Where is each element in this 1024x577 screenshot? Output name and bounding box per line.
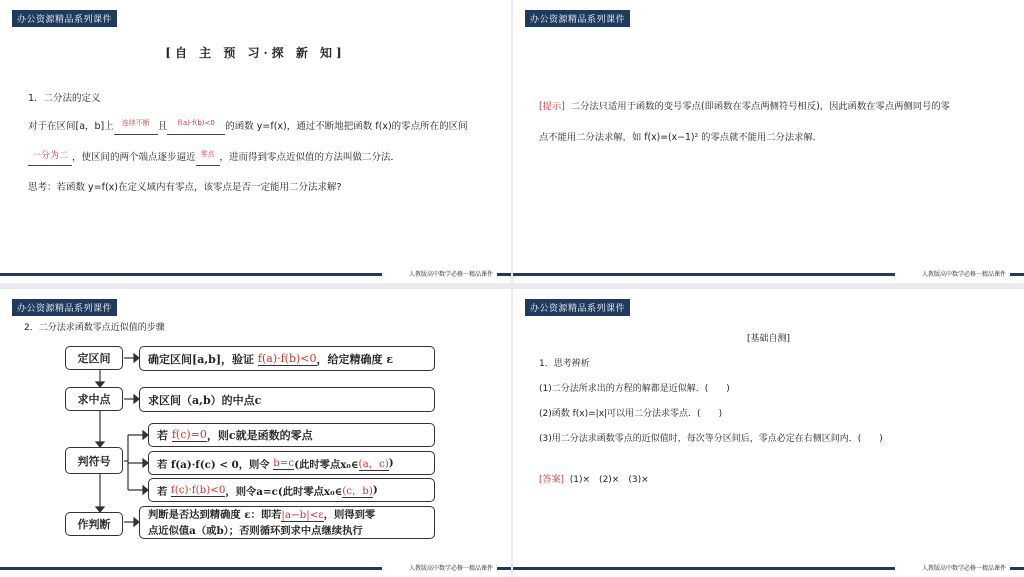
definition-line-1: 对于在区间[a，b]上 $^{连续不断}$ 且 $^{f(a)\cdot f(b)<0}$ 的函数 y=f(x)，通过不断地把函数 f(x)的零点所在的区间 <box>28 120 468 135</box>
case-right: 若 f(c)·f(b)<0 ，则令a=c(此时零点x₀∈ (c，b) ) <box>148 478 435 502</box>
blank-fc-zero: f(c)=0 <box>171 428 207 441</box>
slide-heading: [自 主 预 习·探 新 知] <box>165 46 346 60</box>
slide-3 <box>0 289 511 577</box>
blank-sign-check: f(a)·f(b)<0 <box>257 351 317 365</box>
slide-2 <box>513 0 1024 283</box>
step-midpoint: 求中点 <box>65 387 123 411</box>
blank-zero: 零点 <box>196 151 220 166</box>
answer-label: [答案] <box>539 475 565 485</box>
think-question: 思考：若函数 y=f(x)在定义域内有零点，该零点是否一定能用二分法求解? <box>28 182 342 193</box>
series-tag: 办公资源精品系列课件 <box>525 299 630 316</box>
step-define-interval: 定区间 <box>65 346 123 370</box>
blank-fc-fb: f(c)·f(b)<0 <box>170 483 226 496</box>
step-midpoint-detail: 求区间（a,b）的中点c <box>139 387 435 412</box>
definition-line-2: 一分为二 ，使区间的两个端点逐步逼近 $^{零点}$ ，进而得到零点近似值的方法叫做二分法． <box>28 151 400 166</box>
steps-title: 2．二分法求函数零点近似值的步骤 <box>24 323 165 333</box>
slide-footer <box>513 269 1024 279</box>
step-check-sign: 判符号 <box>65 447 123 474</box>
section-header: [基础自测] <box>746 334 791 344</box>
blank-halve: 一分为二 <box>28 151 72 166</box>
slide-1 <box>0 0 511 283</box>
question-3: (3)用二分法求函数零点的近似值时，每次等分区间后，零点必定在右侧区间内．( ) <box>539 434 883 444</box>
blank-continuous: 连续不断 <box>114 120 158 135</box>
blank-sign-condition: f(a)·f(b)<0 <box>167 120 225 135</box>
case-left: 若 f(a)·f(c) < 0，则令 b=c (此时零点x₀∈ (a，c) ) <box>148 451 435 475</box>
answer-line: [答案] (1)× (2)× (3)× <box>539 475 649 485</box>
case-zero: 若 f(c)=0 ，则c就是函数的零点 <box>148 423 435 447</box>
series-tag: 办公资源精品系列课件 <box>12 10 117 27</box>
hint-label: [提示] <box>539 101 565 112</box>
hint-line-1: [提示] 二分法只适用于函数的变号零点(即函数在零点两侧符号相反)，因此函数在零点两侧同号的零 <box>539 101 950 112</box>
slide-footer <box>0 563 511 573</box>
series-tag: 办公资源精品系列课件 <box>525 10 630 27</box>
blank-b-equals-c: b=c <box>273 456 295 469</box>
blank-interval-ac: (a，c) <box>359 455 389 471</box>
slide-4 <box>513 289 1024 577</box>
step-judge: 作判断 <box>65 512 123 536</box>
question-1: (1)二分法所求出的方程的解都是近似解．( ) <box>539 384 730 394</box>
step-define-detail: 确定区间[a,b]，验证 f(a)·f(b)<0 ，给定精确度 ε <box>139 346 435 371</box>
slide-footer <box>513 563 1024 573</box>
footer-text: 人教版高中数学必修一精品课件 <box>408 565 493 572</box>
question-2: (2)函数 f(x)=|x|可以用二分法求零点．( ) <box>539 409 723 419</box>
definition-title: 1．二分法的定义 <box>28 93 101 104</box>
slide-footer <box>0 269 511 279</box>
exercise-title: 1．思考辨析 <box>539 359 590 369</box>
blank-precision: |a−b|<ε <box>281 508 324 521</box>
footer-text: 人教版高中数学必修一精品课件 <box>921 271 1006 278</box>
footer-text: 人教版高中数学必修一精品课件 <box>408 271 493 278</box>
footer-text: 人教版高中数学必修一精品课件 <box>921 565 1006 572</box>
step-judge-detail: 判断是否达到精确度 ε：即若|a−b|<ε，则得到零 点近似值a（或b）；否则循环到求中点继续执行 <box>139 506 435 539</box>
series-tag: 办公资源精品系列课件 <box>12 299 117 316</box>
hint-line-2: 点不能用二分法求解，如 f(x)=(x−1)² 的零点就不能用二分法求解． <box>539 132 823 143</box>
blank-interval-cb: (c，b) <box>342 482 373 498</box>
